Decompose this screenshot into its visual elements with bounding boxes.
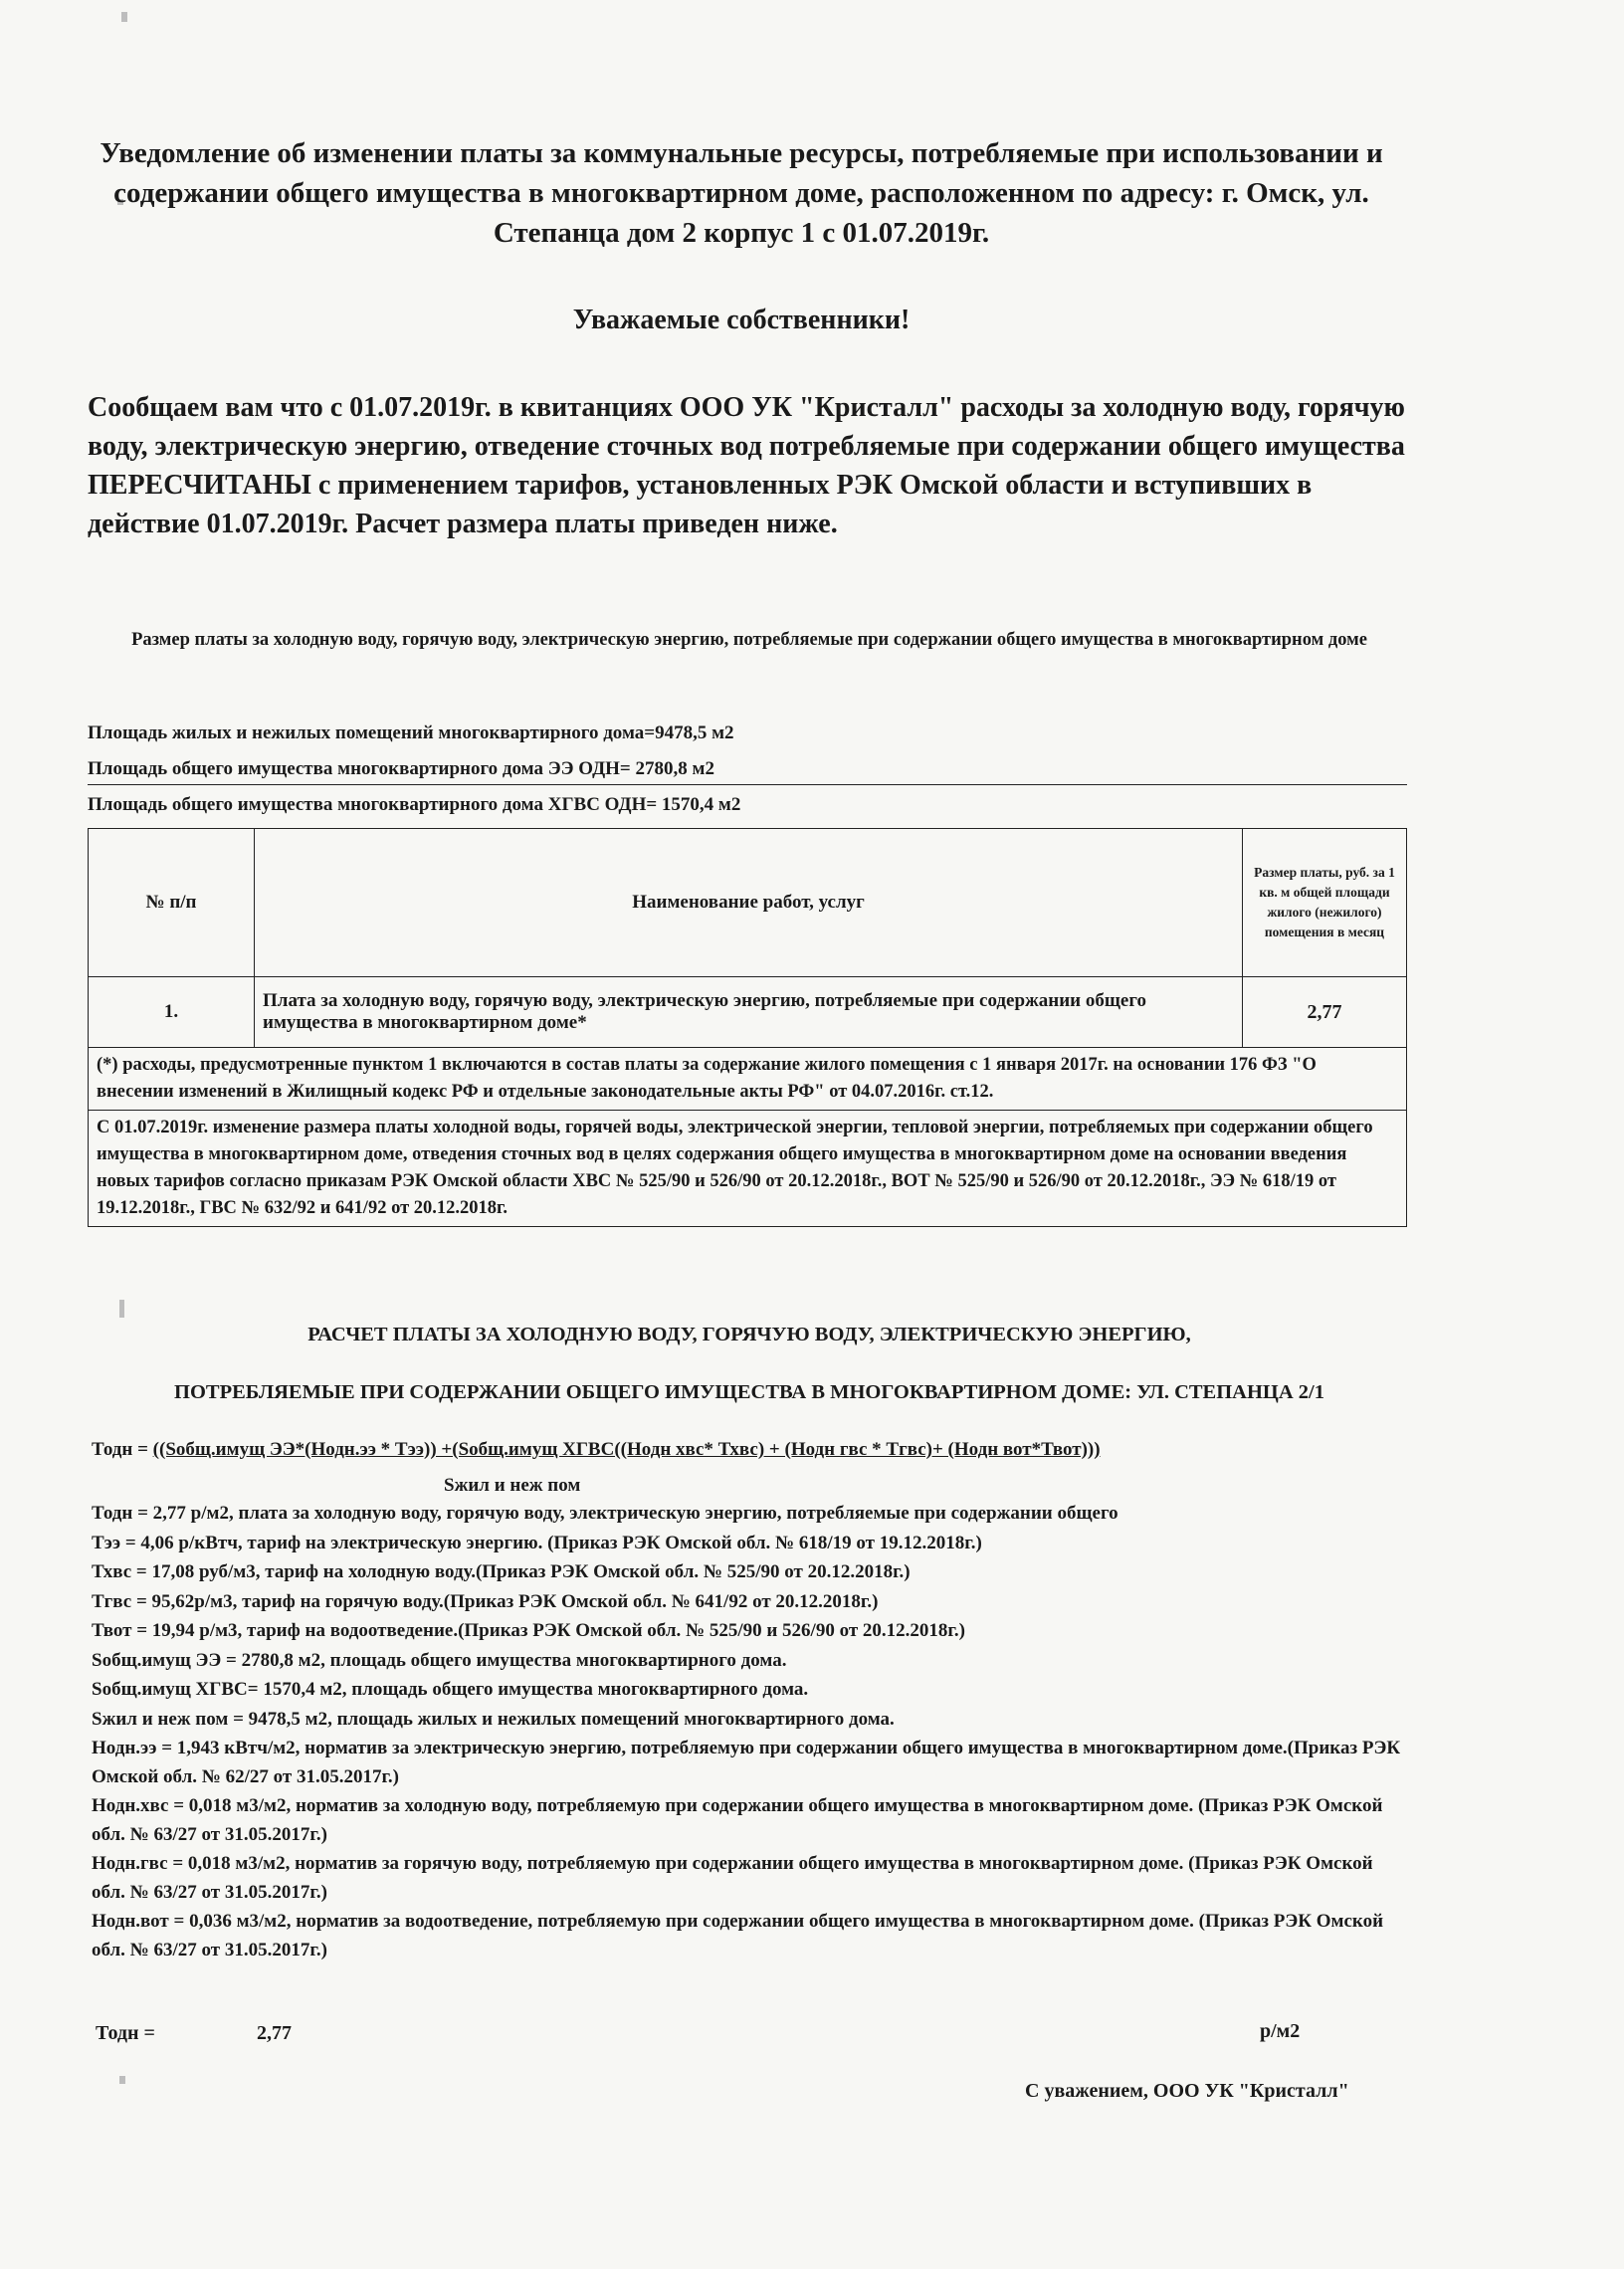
formula-numerator: ((Sобщ.имущ ЭЭ*(Нодн.ээ * Тээ)) +(Sобщ.имущ ХГВС((Нодн хвс* Тхвс) + (Нодн гвс * Тгвс)+ (Нодн вот*Твот))) bbox=[152, 1439, 1101, 1460]
change-note-row bbox=[89, 1111, 1407, 1227]
definition-item: Тгвс = 95,62р/м3, тариф на горячую воду.(Приказ РЭК Омской обл. № 641/92 от 20.12.2018г.) bbox=[92, 1590, 879, 1612]
scan-mark bbox=[119, 1300, 124, 1318]
definition-item: Твот = 19,94 р/м3, тариф на водоотведение.(Приказ РЭК Омской обл. № 525/90 и 526/90 от 20.12.2018г.) bbox=[92, 1620, 965, 1641]
header-num: № п/п bbox=[89, 829, 255, 977]
definitions-list bbox=[92, 1499, 1405, 1964]
signature: С уважением, ООО УК "Кристалл" bbox=[1025, 2080, 1349, 2102]
table-change-note: С 01.07.2019г. изменение размера платы холодной воды, горячей воды, электрической энергии, тепловой энергии, потребляемых при содержании общего имущества в многоквартирном доме, отведения сточных вод в целях содержания общего имущества в многоквартирном доме на основании введения новых тарифов согласно приказам РЭК Омской области ХВС № 525/90 и 526/90 от 20.12.2018г., ВОТ № 525/90 и 526/90 от 20.12.2018г., ЭЭ № 618/19 от 19.12.2018г., ГВС № 632/92 и 641/92 от 20.12.2018г. bbox=[89, 1111, 1407, 1227]
fee-table bbox=[88, 828, 1407, 1227]
calc-heading-1: РАСЧЕТ ПЛАТЫ ЗА ХОЛОДНУЮ ВОДУ, ГОРЯЧУЮ ВОДУ, ЭЛЕКТРИЧЕСКУЮ ЭНЕРГИЮ, bbox=[307, 1324, 1191, 1345]
definition-item: Тхвс = 17,08 руб/м3, тариф на холодную воду.(Приказ РЭК Омской обл. № 525/90 от 20.12.2018г.) bbox=[92, 1561, 911, 1582]
table-footnote: (*) расходы, предусмотренные пунктом 1 включаются в состав платы за содержание жилого помещения с 1 января 2017г. на основании 176 ФЗ "О внесении изменений в Жилищный кодекс РФ и отдельные законодательные акты РФ" от 04.07.2016г. ст.12. bbox=[89, 1048, 1407, 1111]
definition-item: Тээ = 4,06 р/кВтч, тариф на электрическую энергию. (Приказ РЭК Омской обл. № 618/19 от 19.12.2018г.) bbox=[92, 1532, 982, 1553]
greeting: Уважаемые собственники! bbox=[572, 305, 911, 335]
row-num: 1. bbox=[89, 977, 255, 1048]
intro-paragraph: Сообщаем вам что с 01.07.2019г. в квитанциях ООО УК "Кристалл" расходы за холодную воду, горячую воду, электрическую энергию, отведение сточных вод потребляемые при содержании общего имущества ПЕРЕСЧИТАНЫ с применением тарифов, установленных РЭК Омской области и вступивших в действие 01.07.2019г. Расчет размера платы приведен ниже. bbox=[88, 392, 1405, 539]
result-unit: р/м2 bbox=[1260, 2020, 1301, 2042]
result-value: 2,77 bbox=[257, 2022, 292, 2044]
definition-item: Тодн = 2,77 р/м2, плата за холодную воду, горячую воду, электрическую энергию, потребляемые при содержании общего bbox=[92, 1503, 1118, 1524]
formula bbox=[92, 1439, 1101, 1461]
definition-item: Нодн.хвс = 0,018 м3/м2, норматив за холодную воду, потребляемую при содержании общего имущества в многоквартирном доме. (Приказ РЭК Омской обл. № 63/27 от 31.05.2017г.) bbox=[92, 1795, 1383, 1845]
scan-mark bbox=[121, 12, 127, 22]
result-label: Тодн = bbox=[96, 2022, 155, 2044]
notice-title: Уведомление об изменении платы за коммунальные ресурсы, потребляемые при использовании и содержании общего имущества в многоквартирном доме, расположенном по адресу: г. Омск, ул. Степанца дом 2 корпус 1 с 01.07.2019г. bbox=[100, 137, 1383, 249]
row-name: Плата за холодную воду, горячую воду, электрическую энергию, потребляемые при содержании общего имущества в многоквартирном доме* bbox=[255, 977, 1243, 1048]
footnote-row bbox=[89, 1048, 1407, 1111]
area-hgvs-odn: Площадь общего имущества многоквартирного дома ХГВС ОДН= 1570,4 м2 bbox=[88, 794, 741, 815]
definition-item: Sобщ.имущ ЭЭ = 2780,8 м2, площадь общего имущества многоквартирного дома. bbox=[92, 1649, 787, 1671]
formula-denominator: Sжил и неж пом bbox=[444, 1475, 581, 1496]
definition-item: Нодн.гвс = 0,018 м3/м2, норматив за горячую воду, потребляемую при содержании общего имущества в многоквартирном доме. (Приказ РЭК Омской обл. № 63/27 от 31.05.2017г.) bbox=[92, 1853, 1373, 1903]
table-header-row bbox=[89, 829, 1407, 977]
area-total: Площадь жилых и нежилых помещений многоквартирного дома=9478,5 м2 bbox=[88, 722, 734, 743]
definition-item: Нодн.ээ = 1,943 кВтч/м2, норматив за электрическую энергию, потребляемую при содержании общего имущества в многоквартирном доме.(Приказ РЭК Омской обл. № 62/27 от 31.05.2017г.) bbox=[92, 1738, 1401, 1787]
definition-item: Нодн.вот = 0,036 м3/м2, норматив за водоотведение, потребляемую при содержании общего имущества в многоквартирном доме. (Приказ РЭК Омской обл. № 63/27 от 31.05.2017г.) bbox=[92, 1911, 1384, 1960]
calc-heading-2: ПОТРЕБЛЯЕМЫЕ ПРИ СОДЕРЖАНИИ ОБЩЕГО ИМУЩЕСТВА В МНОГОКВАРТИРНОМ ДОМЕ: УЛ. СТЕПАНЦА 2/1 bbox=[174, 1381, 1324, 1403]
table-row bbox=[89, 977, 1407, 1048]
formula-lhs: Тодн = bbox=[92, 1439, 153, 1460]
row-price: 2,77 bbox=[1243, 977, 1407, 1048]
header-name: Наименование работ, услуг bbox=[255, 829, 1243, 977]
scan-mark bbox=[119, 2076, 125, 2084]
definition-item: Sобщ.имущ ХГВС= 1570,4 м2, площадь общего имущества многоквартирного дома. bbox=[92, 1679, 809, 1700]
area-ee-odn: Площадь общего имущества многоквартирного дома ЭЭ ОДН= 2780,8 м2 bbox=[88, 758, 714, 779]
divider-line bbox=[88, 784, 1407, 785]
header-price: Размер платы, руб. за 1 кв. м общей площади жилого (нежилого) помещения в месяц bbox=[1243, 829, 1407, 977]
fee-subheading: Размер платы за холодную воду, горячую воду, электрическую энергию, потребляемые при содержании общего имущества в многоквартирном доме bbox=[131, 630, 1367, 650]
definition-item: Sжил и неж пом = 9478,5 м2, площадь жилых и нежилых помещений многоквартирного дома. bbox=[92, 1708, 895, 1730]
